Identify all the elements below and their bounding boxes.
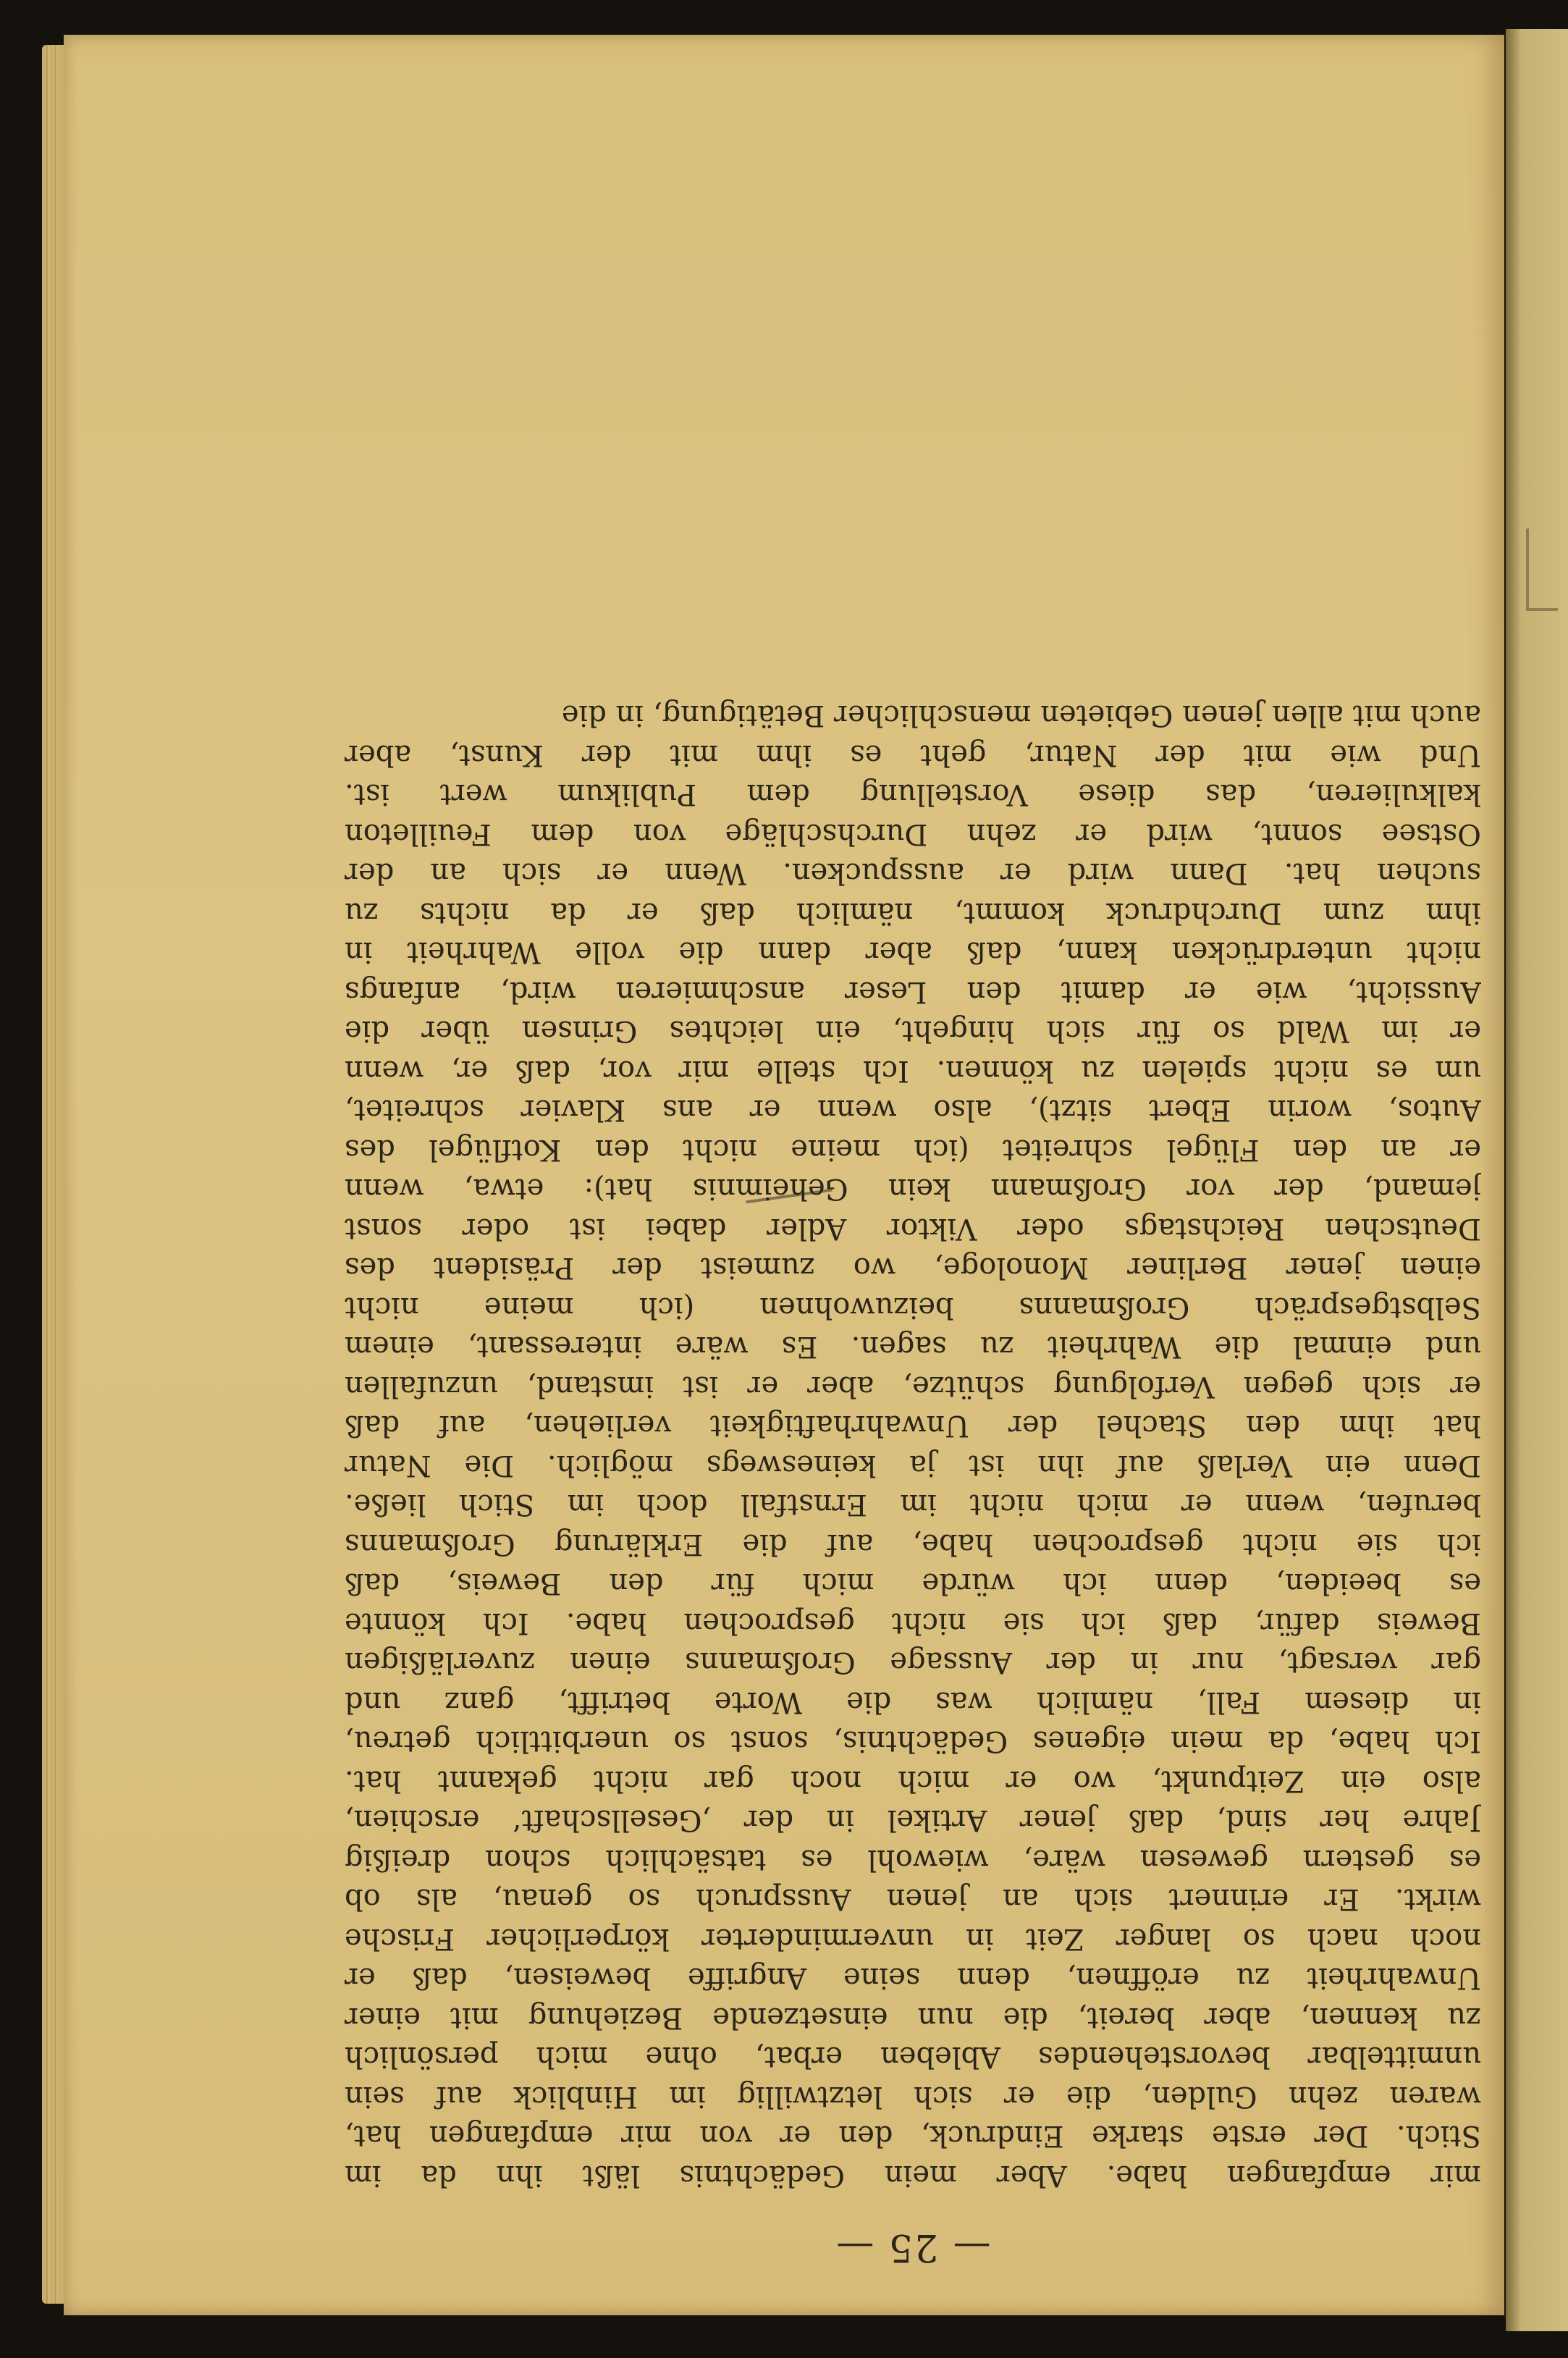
text-line: Deutschen Reichstags oder Viktor Adler dabei ist oder sonst	[345, 1212, 1481, 1245]
text-line: also ein Zeitpunkt, wo er mich noch gar nicht gekannt hat.	[345, 1764, 1481, 1798]
text-line: auch mit allen jenen Gebieten menschlicher Betätigung, in die	[561, 699, 1481, 733]
text-line: Selbstgespräch Großmanns beizuwohnen (ich meine nicht	[345, 1291, 1481, 1324]
text-line: zu kennen, aber bereit, die nun einsetzende Beziehung mit einer	[345, 2001, 1481, 2034]
text-line: er im Wald so für sich hingeht, ein leichtes Grinsen über die	[345, 1014, 1481, 1048]
text-line: berufen, wenn er mich nicht im Ernstfall doch im Stich ließe.	[345, 1488, 1481, 1522]
text-line: wirkt. Er erinnert sich an jenen Ausspruch so genau, als ob	[345, 1882, 1481, 1916]
text-line: er sich gegen Verfolgung schütze, aber er ist imstand, unzufallen	[345, 1370, 1481, 1403]
text-line: suchen hat. Dann wird er ausspucken. Wenn er sich an der	[345, 856, 1481, 890]
text-line: es gestern gewesen wäre, wiewohl es tatsächlich schon dreißig	[345, 1843, 1481, 1877]
text-line: und einmal die Wahrheit zu sagen. Es wäre interessant, einem	[345, 1330, 1481, 1364]
text-line: Denn ein Verlaß auf ihn ist ja keineswegs möglich. Die Natur	[345, 1449, 1481, 1482]
text-line: unmittelbar bevorstehendes Ableben erbat, ohne mich persönlich	[345, 2040, 1481, 2074]
text-line: Und wie mit der Natur, geht es ihm mit der Kunst, aber	[345, 738, 1481, 772]
facing-page-edge	[1506, 29, 1568, 2331]
text-line: Ostsee sonnt, wird er zehn Durchschläge von dem Feuilleton	[345, 817, 1481, 851]
body-text	[345, 696, 1481, 2195]
text-line: Unwahrheit zu eröffnen, denn seine Angriffe beweisen, daß er	[345, 1961, 1481, 1995]
page-number: — 25 —	[835, 2226, 991, 2269]
text-line: um es nicht spielen zu können. Ich stelle mir vor, daß er, wenn	[345, 1054, 1481, 1087]
text-line: Autos, worin Ebert sitzt), also wenn er ans Klavier schreitet,	[345, 1093, 1481, 1127]
text-line: hat ihm den Stachel der Unwahrhaftigkeit verliehen, auf daß	[345, 1409, 1481, 1443]
text-line: kalkulieren, das diese Vorstellung dem Publikum wert ist.	[345, 778, 1481, 812]
text-line: waren zehn Gulden, die er sich letztwillig im Hinblick auf sein	[345, 2080, 1481, 2113]
margin-bracket-mark	[1526, 529, 1558, 611]
text-line: jemand, der vor Großmann kein Geheimnis hat): etwa, wenn	[345, 1172, 1481, 1206]
text-line: einen jener Berliner Monologe, wo zumeist der Präsident des	[345, 1251, 1481, 1285]
text-line: in diesem Fall, nämlich was die Worte betrifft, ganz und	[345, 1685, 1481, 1719]
text-line: Jahre her sind, daß jener Artikel in der ‚Gesellschaft‘ erschien,	[345, 1803, 1481, 1837]
text-block	[345, 426, 1481, 2279]
text-line: ihm zum Durchdruck kommt, nämlich daß er da nichts zu	[345, 896, 1481, 930]
text-line: ich sie nicht gesprochen habe, auf die Erklärung Großmanns	[345, 1528, 1481, 1561]
text-line: er an den Flügel schreitet (ich meine nicht den Kotflügel des	[345, 1133, 1481, 1166]
text-line: nicht unterdrücken kann, daß aber dann die volle Wahrheit in	[345, 935, 1481, 969]
text-line: noch nach so langer Zeit in unverminderter körperlicher Frische	[345, 1922, 1481, 1955]
text-line: Ich habe, da mein eigenes Gedächtnis, sonst so unerbittlich getreu,	[345, 1725, 1481, 1759]
text-line: Beweis dafür, daß ich sie nicht gesprochen habe. Ich könnte	[345, 1607, 1481, 1640]
text-line: gar versagt, nur in der Aussage Großmanns einen zuverläßigen	[345, 1646, 1481, 1680]
text-line: mir empfangen habe. Aber mein Gedächtnis läßt ihn da im	[345, 2159, 1481, 2192]
text-line: es beeiden, denn ich würde mich für den Beweis, daß	[345, 1567, 1481, 1601]
text-line: Aussicht, wie er damit den Leser anschmieren wird, anfangs	[345, 975, 1481, 1009]
text-line: Stich. Der erste starke Eindruck, den er von mir empfangen hat,	[345, 2119, 1481, 2153]
